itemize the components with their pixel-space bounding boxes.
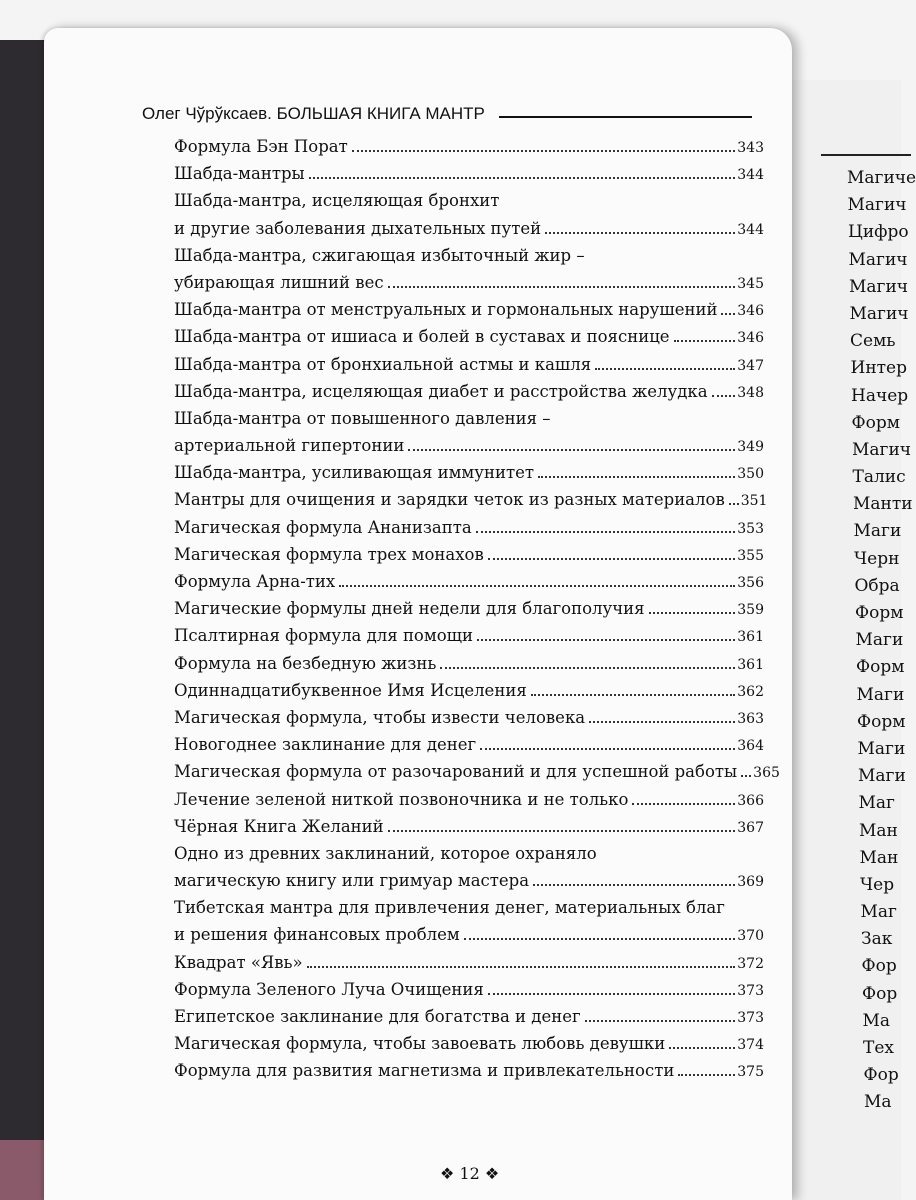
facing-page-entry: Зак [861, 929, 893, 950]
toc-entry [174, 568, 764, 595]
dot-leader [678, 1074, 735, 1076]
toc-entry-last-line [174, 541, 764, 568]
facing-page-entry: Маг [860, 902, 897, 923]
toc-page-number: 346 [737, 303, 764, 320]
toc-entry-title-line: Магическая формула, чтобы извести человека [174, 707, 586, 727]
dot-leader [476, 531, 736, 533]
toc-entry-last-line [174, 514, 764, 541]
toc-page-number: 344 [737, 167, 764, 184]
toc-entry-title-line: Магическая формула Ананизапта [174, 517, 472, 537]
dot-leader [488, 558, 736, 560]
dot-leader [538, 476, 735, 478]
facing-page-entry: Черн [854, 548, 900, 569]
facing-page-entry: Ма [864, 1092, 892, 1113]
facing-page-entry: Маги [858, 766, 906, 787]
facing-page-entry: Маги [855, 630, 904, 651]
toc-entry [174, 541, 764, 568]
dot-leader [477, 639, 735, 641]
dot-leader [480, 748, 735, 750]
toc-entry-title-line: и другие заболевания дыхательных путей [174, 218, 542, 238]
toc-entry-title-line: Шабда-мантры [174, 164, 305, 184]
toc-entry-last-line [174, 1030, 764, 1057]
toc-page-number: 365 [753, 765, 780, 782]
toc-entry-last-line [174, 432, 764, 459]
toc-entry [174, 1030, 764, 1057]
toc-entry-last-line [174, 758, 780, 785]
toc-entry-last-line [174, 215, 764, 242]
toc-page-number: 361 [737, 656, 764, 673]
dot-leader [388, 286, 736, 288]
toc-entry-title-line: Одиннадцатибуквенное Имя Исцеления [174, 680, 527, 700]
toc-entry-title-line: Магическая формула, чтобы завоевать любовь девушки [174, 1034, 666, 1054]
toc-entry-last-line [174, 677, 764, 704]
dot-leader [729, 503, 739, 505]
dot-leader [595, 368, 735, 370]
facing-page-entry: Магич [852, 439, 912, 460]
toc-page-number: 363 [737, 710, 764, 727]
dot-leader [531, 694, 736, 696]
toc-entry-title-line: Шабда-мантра, исцеляющая бронхит [174, 191, 500, 211]
dot-leader [339, 585, 735, 587]
toc-page-number: 373 [737, 1010, 764, 1026]
toc-entry-title-line: и решения финансовых проблем [174, 925, 460, 945]
facing-page-entry: Маги [857, 738, 906, 759]
dot-leader [533, 884, 735, 886]
toc-entry-title-line: Мантры для очищения и зарядки четок из разных материалов [174, 490, 725, 510]
facing-page-entry: Ма [862, 1010, 891, 1031]
facing-page-entry: Тех [863, 1038, 894, 1058]
toc-entry-title-line: Лечение зеленой ниткой позвоночника и не только [174, 789, 629, 809]
facing-page-entry: Фор [861, 956, 897, 977]
toc-page-number: 349 [737, 439, 764, 456]
dot-leader [741, 775, 751, 777]
page-footer [440, 1164, 499, 1183]
toc-entry [174, 405, 764, 459]
toc-page-number: 362 [737, 683, 764, 700]
facing-page-entry: Ман [859, 820, 898, 841]
facing-page-entry: Фор [862, 983, 898, 1004]
toc-entry-title-line: магическую книгу или гримуар мастера [174, 871, 530, 891]
toc-entry-last-line [174, 595, 764, 622]
toc-entry-title-line: Формула Зеленого Луча Очищения [174, 979, 484, 999]
facing-page-entry: Маги [856, 684, 905, 705]
running-header [142, 94, 752, 124]
facing-page-entry: Талис [852, 467, 906, 488]
toc-entry-last-line [174, 650, 764, 677]
toc-page-number: 356 [737, 575, 764, 591]
toc-page-number: 351 [740, 493, 768, 510]
toc-entry [174, 459, 764, 486]
toc-entry-title-line: Псалтирная формула для помощи [174, 626, 473, 646]
page-number: 12 [459, 1164, 480, 1183]
toc-entry-last-line [174, 351, 764, 378]
toc-entry-title-line: Шабда-мантра от менструальных и гормональных нарушений [174, 300, 718, 320]
toc-entry-title-line: Шабда-мантра от бронхиальной астмы и кашля [174, 354, 592, 374]
toc-page-number: 367 [737, 819, 764, 836]
toc-entry [174, 595, 764, 622]
facing-page-entry: Начер [851, 385, 909, 406]
toc-entry-last-line [174, 323, 764, 350]
dot-leader [464, 938, 736, 940]
toc-entry-last-line [174, 160, 764, 187]
toc-entry [174, 160, 764, 187]
dot-leader [440, 667, 735, 669]
toc-page-number: 374 [737, 1037, 764, 1054]
facing-page-header-rule [821, 154, 911, 156]
toc-page-number: 353 [737, 520, 764, 537]
toc-entry [174, 187, 764, 241]
running-title: Олег Чўрўксаев. БОЛЬШАЯ КНИГА МАНТР [142, 104, 485, 123]
toc-entry [174, 894, 764, 948]
toc-entry-last-line [174, 296, 764, 323]
facing-page-entry: Форм [855, 603, 904, 623]
toc-entry [174, 296, 764, 323]
ornament-left-icon: ❖ [440, 1164, 455, 1183]
toc-entry-title-line: Шабда-мантра от повышенного давления – [174, 408, 551, 428]
toc-entry-last-line [174, 622, 764, 649]
toc-entry-last-line [174, 786, 764, 813]
toc-page-number: 370 [737, 928, 764, 945]
toc-entry-title-line: Формула Бэн Порат [174, 137, 348, 156]
toc-entry-title-line: Тибетская мантра для привлечения денег, материальных благ [174, 898, 725, 918]
toc-page-number: 364 [737, 738, 764, 755]
toc-page-number: 355 [737, 547, 764, 564]
toc-entry-title-line: Магическая формула трех монахов [174, 544, 484, 564]
facing-page-entry: Чер [860, 874, 895, 895]
facing-page-entry: Магич [848, 249, 908, 270]
toc-entry-last-line [174, 949, 764, 976]
toc-page-number: 348 [737, 384, 764, 401]
toc-entry [174, 1057, 764, 1084]
toc-entry-title-line: артериальной гипертонии [174, 436, 405, 456]
dot-leader [589, 721, 735, 723]
facing-page-entry: Магич [847, 195, 907, 216]
facing-page-entry: Магиче [847, 168, 916, 188]
facing-page-entry: Форм [856, 657, 905, 678]
toc-entry-title-line: Формула Арна-тих [174, 572, 336, 591]
toc-entry-title-line: Квадрат «Явь» [174, 952, 303, 972]
toc-page-number: 373 [737, 982, 764, 999]
toc-entry [174, 242, 764, 296]
dot-leader [408, 449, 735, 451]
toc-entry [174, 758, 780, 785]
toc-entry-title-line: убирающая лишний вес [174, 272, 384, 292]
facing-page-entry: Маг [858, 793, 895, 814]
toc-page-number: 366 [737, 792, 764, 809]
toc-entry-last-line [174, 976, 764, 1003]
header-rule [499, 116, 752, 118]
dot-leader [674, 340, 736, 342]
toc-entry-title-line: Магическая формула от разочарований и для успешной работы [174, 762, 738, 782]
dot-leader [388, 830, 736, 832]
toc-entry [174, 840, 764, 894]
toc-entry [174, 514, 764, 541]
toc-entry-last-line [174, 867, 764, 894]
toc-entry-title-line: Формула на безбедную жизнь [174, 653, 437, 673]
toc-page-number: 344 [737, 221, 764, 238]
toc-entry-last-line [174, 486, 768, 513]
toc-entry [174, 704, 764, 731]
toc-entry [174, 378, 764, 405]
dot-leader [307, 966, 736, 968]
facing-page-entry: Цифро [848, 222, 909, 243]
toc-entry-title-line: Шабда-мантра, усиливающая иммунитет [174, 463, 534, 483]
toc-entry-title-line: Одно из древних заклинаний, которое охраняло [174, 843, 597, 863]
toc-entry-last-line [174, 1003, 764, 1030]
toc-entry-last-line [174, 133, 764, 160]
dot-leader [352, 150, 736, 152]
toc-page-number: 345 [737, 275, 764, 292]
toc-entry [174, 786, 764, 813]
toc-entry [174, 677, 764, 704]
toc-entry-title-line: Шабда-мантра от ишиаса и болей в суставах и пояснице [174, 327, 670, 347]
toc-entry-last-line [174, 704, 764, 731]
toc-page-number: 369 [737, 874, 764, 891]
toc-entry-last-line [174, 459, 764, 486]
toc-page-number: 372 [737, 955, 764, 972]
toc-entry [174, 976, 764, 1003]
toc-entry-title-line: Чёрная Книга Желаний [174, 816, 384, 836]
toc-page-number: 347 [737, 357, 764, 374]
toc-page-number: 361 [737, 629, 764, 646]
toc-entry-title-line: Формула для развития магнетизма и привлекательности [174, 1061, 675, 1081]
facing-page-entry: Интер [850, 358, 908, 379]
facing-page-entry: Маги [853, 521, 902, 542]
toc-page-number: 359 [737, 602, 764, 619]
toc-page-number: 375 [737, 1064, 764, 1081]
dot-leader [545, 232, 735, 234]
toc-entry [174, 1003, 764, 1030]
dot-leader [632, 803, 735, 805]
toc-page-number: 343 [737, 140, 764, 156]
dot-leader [669, 1047, 735, 1049]
dot-leader [488, 993, 736, 995]
facing-page-entry: Обра [854, 575, 900, 596]
dot-leader [585, 1020, 736, 1022]
toc-entry [174, 650, 764, 677]
facing-page-entry: Магич [849, 303, 909, 324]
facing-page-entry: Форм [851, 412, 900, 433]
toc-entry-last-line [174, 921, 764, 948]
toc-entry-title-line: Магические формулы дней недели для благополучия [174, 599, 645, 619]
toc-entry-last-line [174, 568, 764, 595]
table-of-contents [174, 133, 780, 1085]
facing-page-entry: Магич [849, 276, 909, 297]
facing-page-entry: Ман [859, 847, 899, 868]
toc-entry-title-line: Новогоднее заклинание для денег [174, 735, 477, 755]
toc-entry-last-line [174, 731, 764, 758]
dot-leader [712, 395, 736, 397]
toc-entry-title-line: Шабда-мантра, исцеляющая диабет и расстройства желудка [174, 381, 708, 401]
ornament-right-icon: ❖ [484, 1164, 500, 1183]
toc-page-number: 346 [737, 330, 764, 347]
toc-entry-last-line [174, 813, 764, 840]
facing-page-entry: Манти [853, 494, 913, 515]
dot-leader [721, 313, 735, 315]
dot-leader [649, 612, 736, 614]
toc-entry [174, 949, 764, 976]
toc-entry-last-line [174, 378, 764, 405]
toc-page-number: 350 [737, 466, 764, 483]
toc-entry [174, 486, 768, 513]
toc-entry [174, 351, 764, 378]
toc-entry [174, 813, 764, 840]
toc-entry-last-line [174, 1057, 764, 1084]
toc-entry [174, 323, 764, 350]
toc-entry [174, 731, 764, 758]
facing-page-entry: Форм [857, 711, 906, 732]
toc-entry-last-line [174, 269, 764, 296]
toc-entry-title-line: Египетское заклинание для богатства и денег [174, 1007, 581, 1026]
dot-leader [309, 177, 736, 179]
toc-entry [174, 133, 764, 160]
facing-page-entry: Семь [850, 331, 896, 352]
facing-page-entry: Фор [863, 1065, 899, 1086]
toc-entry [174, 622, 764, 649]
toc-entry-title-line: Шабда-мантра, сжигающая избытoчный жир – [174, 245, 585, 265]
